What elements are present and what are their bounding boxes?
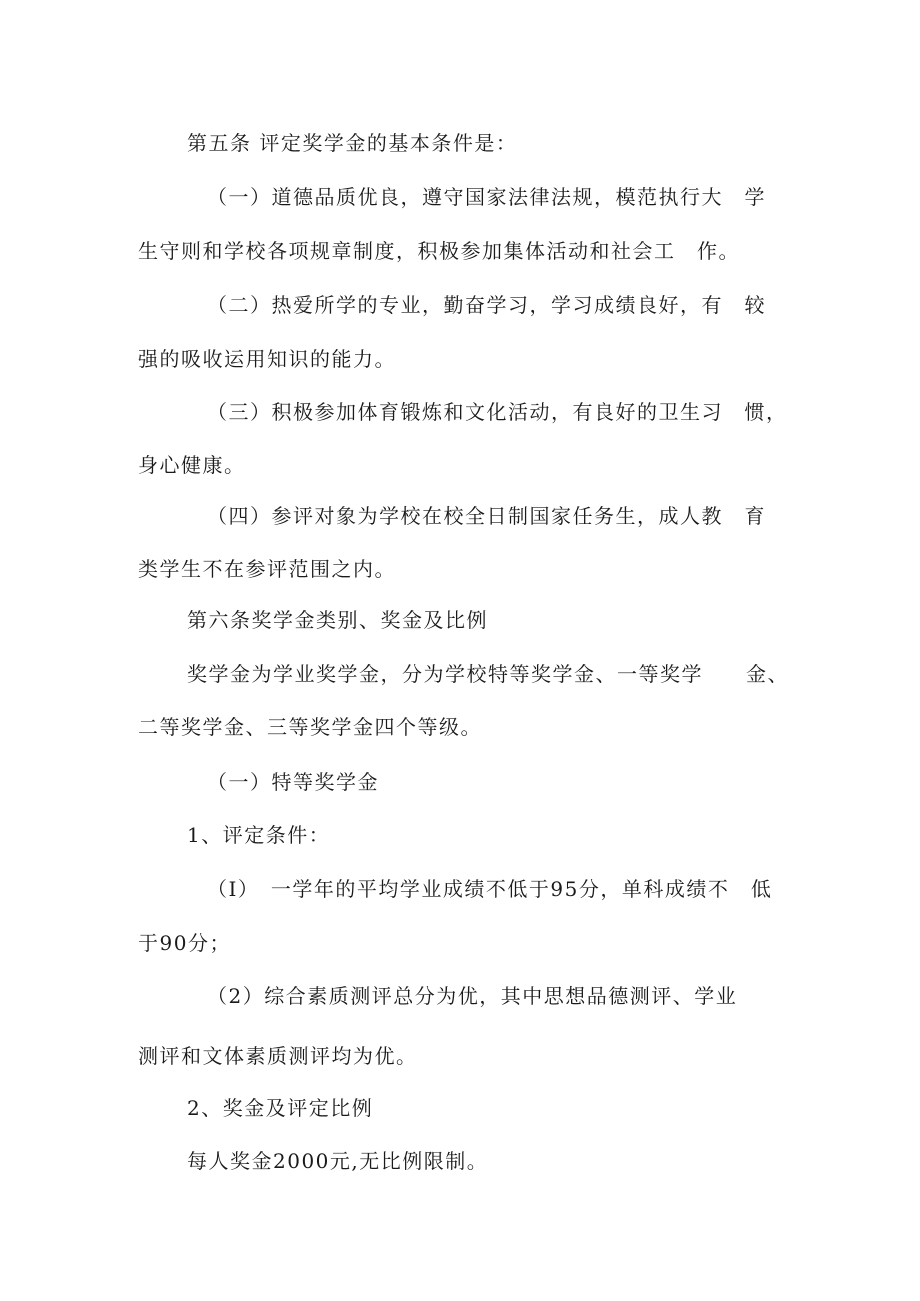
- scholarship-intro-line-1: 奖学金为学业奖学金，分为学校特等奖学金、一等奖学 金、: [187, 662, 789, 686]
- criterion-1-line-1: （I） 一学年的平均学业成绩不低于95分，单科成绩不 低: [207, 877, 773, 901]
- condition-2-line-2: 强的吸收运用知识的能力。: [138, 347, 396, 371]
- scholarship-intro-line-2: 二等奖学金、三等奖学金四个等级。: [138, 715, 482, 739]
- condition-2-line-1: （二）热爱所学的专业，勤奋学习，学习成绩良好，有 较: [207, 293, 766, 317]
- condition-1-line-1: （一）道德品质优良，遵守国家法律法规，模范执行大 学: [207, 185, 766, 209]
- condition-4-line-2: 类学生不在参评范围之内。: [138, 557, 396, 581]
- criterion-1-line-2: 于90分；: [138, 931, 231, 955]
- condition-1-line-2: 生守则和学校各项规章制度，积极参加集体活动和社会工 作。: [138, 239, 740, 263]
- criterion-2-line-2: 测评和文体素质测评均为优。: [138, 1044, 418, 1068]
- article-5-heading: 第五条 评定奖学金的基本条件是：: [187, 131, 518, 155]
- award-ratio-heading: 2、奖金及评定比例: [187, 1096, 374, 1120]
- criteria-heading: 1、评定条件：: [187, 823, 331, 847]
- condition-3-line-1: （三）积极参加体育锻炼和文化活动，有良好的卫生习 惯，: [207, 400, 788, 424]
- condition-3-line-2: 身心健康。: [138, 453, 246, 477]
- article-6-heading: 第六条奖学金类别、奖金及比例: [187, 608, 488, 632]
- criterion-2-line-1: （2）综合素质测评总分为优，其中思想品德测评、学业: [207, 984, 738, 1008]
- condition-4-line-1: （四）参评对象为学校在校全日制国家任务生，成人教 育: [207, 504, 766, 528]
- special-scholarship-heading: （一）特等奖学金: [207, 770, 379, 794]
- award-amount-text: 每人奖金2000元,无比例限制。: [187, 1149, 489, 1173]
